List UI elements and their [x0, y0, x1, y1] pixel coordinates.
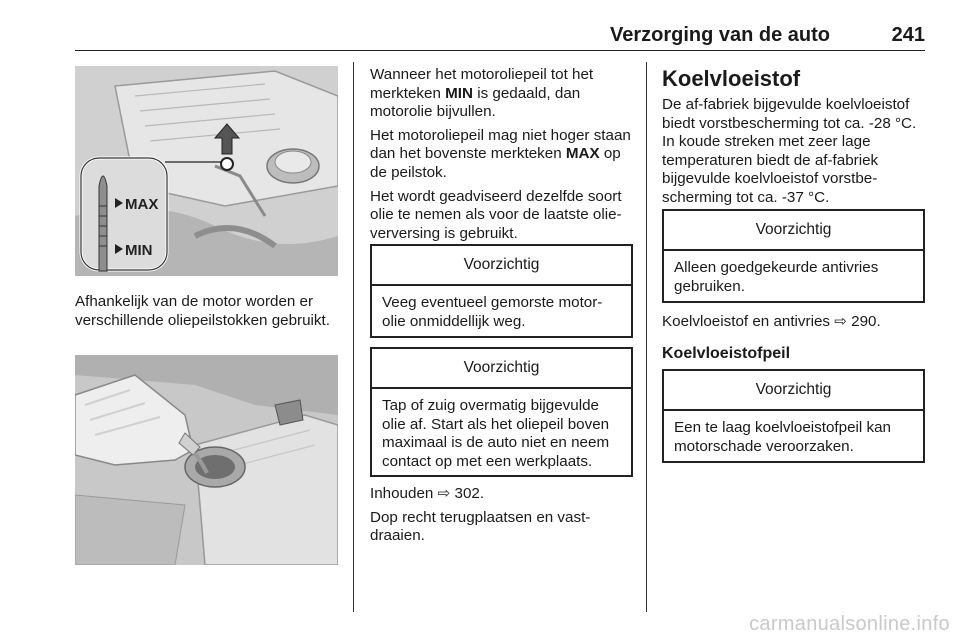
caution-title: Voorzichtig [372, 246, 631, 286]
cap-replace-paragraph: Dop recht terugplaatsen en vast-draaien. [370, 508, 591, 545]
page-number: 241 [891, 24, 925, 46]
oil-filling-illustration [75, 355, 338, 565]
caution-box-overfill [370, 347, 633, 477]
min-label: MIN [125, 242, 153, 259]
caution-title: Voorzichtig [372, 349, 631, 389]
column-divider-left [353, 62, 354, 612]
coolant-level-heading: Koelvloeistofpeil [662, 345, 791, 362]
oil-level-text [370, 66, 636, 248]
column-divider-right [646, 62, 647, 612]
page-title: Verzorging van de auto [609, 24, 830, 46]
max-label: MAX [125, 196, 159, 213]
watermark: carmanualsonline.info [749, 613, 950, 635]
coolant-heading: Koelvloeistof [662, 66, 801, 91]
header-rule [75, 50, 925, 51]
capacities-reference: Inhouden ⇨ 302. [370, 485, 485, 502]
coolant-reference [662, 313, 928, 337]
oil-min-paragraph: Wanneer het motoroliepeil tot het merkteken MIN is gedaald, dan motorolie bijvullen. [370, 66, 594, 121]
oil-max-paragraph: Het motoroliepeil mag niet hoger staan dan het bovenste merkteken MAX op de peilstok. [370, 126, 631, 181]
caution-body: Veeg eventueel gemorste motor-olie onmiddellijk weg. [382, 294, 603, 330]
caution-box-spill [370, 244, 633, 338]
dipstick-illustration [75, 66, 338, 276]
oil-refs-text [370, 485, 636, 551]
coolant-paragraph: De af-fabriek bijgevulde koelvloeistof biedt vorstbescherming tot ca. -28 °C. In koude streken met zeer lage temperaturen biedt de af-fabriek bijgevulde koelvloeistof vorstbe-scherming tot ca. -37 °C. [662, 96, 917, 206]
caution-box-coolant-level [662, 369, 925, 463]
caution-title: Voorzichtig [664, 211, 923, 251]
coolant-antifreeze-reference: Koelvloeistof en antivries ⇨ 290. [662, 313, 881, 330]
caution-box-antifreeze [662, 209, 925, 303]
caption-text: Afhankelijk van de motor worden er verschillende oliepeilstokken gebruikt. [75, 293, 330, 329]
caution-title: Voorzichtig [664, 371, 923, 411]
caution-body: Tap of zuig overmatig bijgevulde olie af. Start als het oliepeil boven maximaal is de auto niet en neem contact op met een werkplaats. [382, 397, 610, 470]
page-header [75, 14, 925, 48]
coolant-text [662, 96, 928, 213]
dipstick-caption [75, 293, 340, 335]
caution-body: Alleen goedgekeurde antivries gebruiken. [674, 259, 879, 295]
caution-body: Een te laag koelvloeistofpeil kan motorschade veroorzaken. [674, 419, 891, 455]
oil-type-paragraph: Het wordt geadviseerd dezelfde soort olie te nemen als voor de laatste olie-verversing is gebruikt. [370, 187, 622, 242]
